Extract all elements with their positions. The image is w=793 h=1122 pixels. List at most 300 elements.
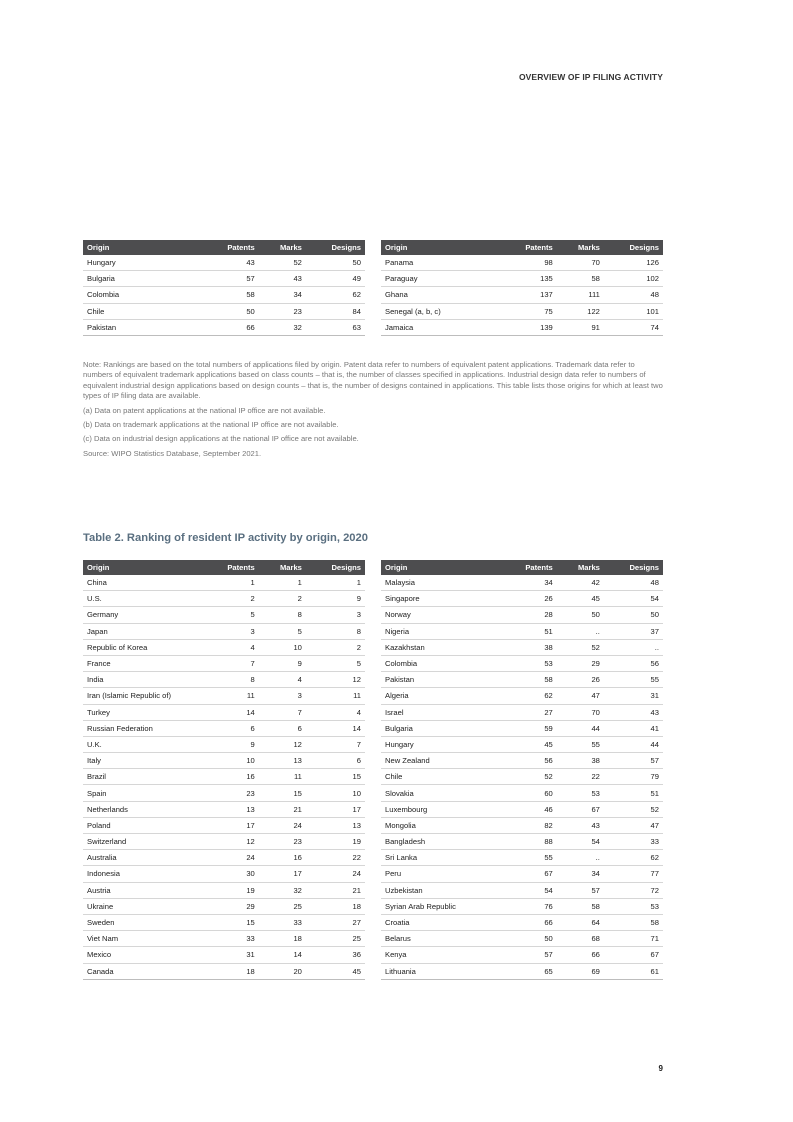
designs-cell: 43 (604, 704, 663, 720)
designs-cell: 36 (306, 947, 365, 963)
designs-cell: 3 (306, 607, 365, 623)
patents-cell: 5 (203, 607, 259, 623)
origin-cell: Bangladesh (381, 834, 501, 850)
patents-cell: 88 (501, 834, 557, 850)
origin-cell: U.S. (83, 591, 203, 607)
table-row (83, 947, 365, 963)
origin-cell: Israel (381, 704, 501, 720)
table1-right (381, 240, 663, 336)
table-row (381, 898, 663, 914)
designs-cell: 37 (604, 623, 663, 639)
designs-cell: 41 (604, 720, 663, 736)
origin-cell: Croatia (381, 914, 501, 930)
patents-cell: 67 (501, 866, 557, 882)
marks-cell: 122 (557, 303, 604, 319)
table-row (381, 866, 663, 882)
designs-cell: 61 (604, 963, 663, 979)
origin-cell: Colombia (83, 287, 203, 303)
designs-cell: 2 (306, 639, 365, 655)
note-c: (c) Data on industrial design applications at the national IP office are not available. (83, 434, 359, 444)
designs-cell: 7 (306, 736, 365, 752)
marks-cell: 18 (259, 931, 306, 947)
marks-cell: 6 (259, 720, 306, 736)
origin-cell: Sweden (83, 914, 203, 930)
table-row (381, 607, 663, 623)
designs-cell: 5 (306, 655, 365, 671)
patents-cell: 66 (501, 914, 557, 930)
patents-cell: 19 (203, 882, 259, 898)
origin-cell: Italy (83, 753, 203, 769)
patents-cell: 98 (501, 255, 557, 271)
table-row (381, 801, 663, 817)
marks-cell: 23 (259, 834, 306, 850)
patents-cell: 1 (203, 575, 259, 591)
note-source: Source: WIPO Statistics Database, September 2021. (83, 448, 262, 458)
column-header-origin: Origin (83, 240, 203, 255)
patents-cell: 3 (203, 623, 259, 639)
table-header-row (83, 560, 365, 575)
column-header-origin: Origin (381, 560, 501, 575)
marks-cell: 70 (557, 704, 604, 720)
marks-cell: 8 (259, 607, 306, 623)
patents-cell: 15 (203, 914, 259, 930)
origin-cell: Russian Federation (83, 720, 203, 736)
designs-cell: 57 (604, 753, 663, 769)
marks-cell: .. (557, 850, 604, 866)
marks-cell: 42 (557, 575, 604, 591)
origin-cell: Poland (83, 817, 203, 833)
patents-cell: 12 (203, 834, 259, 850)
patents-cell: 9 (203, 736, 259, 752)
table-row (83, 672, 365, 688)
table-row (381, 720, 663, 736)
origin-cell: Sri Lanka (381, 850, 501, 866)
marks-cell: 33 (259, 914, 306, 930)
designs-cell: 62 (306, 287, 365, 303)
patents-cell: 18 (203, 963, 259, 979)
patents-cell: 34 (501, 575, 557, 591)
column-header-designs: Designs (306, 560, 365, 575)
patents-cell: 57 (203, 271, 259, 287)
designs-cell: 71 (604, 931, 663, 947)
origin-cell: Germany (83, 607, 203, 623)
table-row (83, 898, 365, 914)
table-row (381, 319, 663, 335)
patents-cell: 13 (203, 801, 259, 817)
table-header-row (381, 240, 663, 255)
marks-cell: 29 (557, 655, 604, 671)
designs-cell: 55 (604, 672, 663, 688)
column-header-marks: Marks (557, 560, 604, 575)
patents-cell: 50 (501, 931, 557, 947)
table-row (83, 704, 365, 720)
origin-cell: Bulgaria (381, 720, 501, 736)
origin-cell: Lithuania (381, 963, 501, 979)
origin-cell: Panama (381, 255, 501, 271)
table2-right (381, 560, 663, 980)
patents-cell: 62 (501, 688, 557, 704)
origin-cell: Canada (83, 963, 203, 979)
column-header-patents: Patents (501, 240, 557, 255)
designs-cell: 51 (604, 785, 663, 801)
table-row (83, 575, 365, 591)
marks-cell: 15 (259, 785, 306, 801)
marks-cell: 23 (259, 303, 306, 319)
table-row (83, 720, 365, 736)
patents-cell: 46 (501, 801, 557, 817)
designs-cell: 56 (604, 655, 663, 671)
patents-cell: 56 (501, 753, 557, 769)
origin-cell: Australia (83, 850, 203, 866)
table-row (381, 271, 663, 287)
designs-cell: 21 (306, 882, 365, 898)
designs-cell: 9 (306, 591, 365, 607)
table-row (381, 850, 663, 866)
designs-cell: 15 (306, 769, 365, 785)
column-header-patents: Patents (203, 240, 259, 255)
marks-cell: 1 (259, 575, 306, 591)
patents-cell: 82 (501, 817, 557, 833)
designs-cell: 49 (306, 271, 365, 287)
patents-cell: 30 (203, 866, 259, 882)
origin-cell: Algeria (381, 688, 501, 704)
column-header-designs: Designs (604, 560, 663, 575)
patents-cell: 137 (501, 287, 557, 303)
designs-cell: 54 (604, 591, 663, 607)
origin-cell: Viet Nam (83, 931, 203, 947)
origin-cell: Bulgaria (83, 271, 203, 287)
marks-cell: 10 (259, 639, 306, 655)
origin-cell: Slovakia (381, 785, 501, 801)
marks-cell: 43 (259, 271, 306, 287)
origin-cell: Kazakhstan (381, 639, 501, 655)
section-header: OVERVIEW OF IP FILING ACTIVITY (518, 72, 663, 82)
patents-cell: 14 (203, 704, 259, 720)
designs-cell: 48 (604, 575, 663, 591)
table-row (381, 639, 663, 655)
table-row (83, 736, 365, 752)
designs-cell: 63 (306, 319, 365, 335)
table-notes (83, 360, 663, 463)
designs-cell: 8 (306, 623, 365, 639)
origin-cell: China (83, 575, 203, 591)
designs-cell: 33 (604, 834, 663, 850)
patents-cell: 11 (203, 688, 259, 704)
table-row (381, 255, 663, 271)
marks-cell: 68 (557, 931, 604, 947)
origin-cell: Japan (83, 623, 203, 639)
table-row (83, 963, 365, 979)
note-text: Note: Rankings are based on the total numbers of applications filed by origin. Patent data refer to numbers of equivalent patent applications. Trademark data refer to numbers of equivalent trademark applications based on class counts – that is, the number of classes specified in applications. Industrial design data refer to numbers of equivalent industrial design applications based on design counts – that is, the number of designs contained in applications. This table lists those origins for which at least two types of IP filing data are available. (83, 360, 663, 401)
origin-cell: Jamaica (381, 319, 501, 335)
table-row (381, 785, 663, 801)
designs-cell: 67 (604, 947, 663, 963)
marks-cell: 3 (259, 688, 306, 704)
table-row (83, 817, 365, 833)
table-row (83, 785, 365, 801)
origin-cell: Pakistan (381, 672, 501, 688)
table-row (83, 753, 365, 769)
patents-cell: 2 (203, 591, 259, 607)
origin-cell: Switzerland (83, 834, 203, 850)
designs-cell: 11 (306, 688, 365, 704)
marks-cell: .. (557, 623, 604, 639)
designs-cell: 12 (306, 672, 365, 688)
marks-cell: 4 (259, 672, 306, 688)
table-row (381, 303, 663, 319)
patents-cell: 27 (501, 704, 557, 720)
designs-cell: 48 (604, 287, 663, 303)
marks-cell: 20 (259, 963, 306, 979)
table2-left (83, 560, 365, 980)
marks-cell: 7 (259, 704, 306, 720)
marks-cell: 69 (557, 963, 604, 979)
patents-cell: 139 (501, 319, 557, 335)
marks-cell: 17 (259, 866, 306, 882)
note-b: (b) Data on trademark applications at the national IP office are not available. (83, 420, 339, 430)
marks-cell: 32 (259, 319, 306, 335)
table-header-row (83, 240, 365, 255)
patents-cell: 65 (501, 963, 557, 979)
patents-cell: 10 (203, 753, 259, 769)
marks-cell: 16 (259, 850, 306, 866)
designs-cell: 77 (604, 866, 663, 882)
patents-cell: 29 (203, 898, 259, 914)
table-row (381, 817, 663, 833)
column-header-marks: Marks (557, 240, 604, 255)
origin-cell: Netherlands (83, 801, 203, 817)
table-row (83, 287, 365, 303)
designs-cell: 101 (604, 303, 663, 319)
column-header-origin: Origin (83, 560, 203, 575)
designs-cell: 44 (604, 736, 663, 752)
marks-cell: 11 (259, 769, 306, 785)
table-row (83, 591, 365, 607)
patents-cell: 33 (203, 931, 259, 947)
marks-cell: 9 (259, 655, 306, 671)
table-row (83, 801, 365, 817)
patents-cell: 60 (501, 785, 557, 801)
origin-cell: Mexico (83, 947, 203, 963)
table-row (83, 866, 365, 882)
patents-cell: 17 (203, 817, 259, 833)
column-header-patents: Patents (501, 560, 557, 575)
origin-cell: Pakistan (83, 319, 203, 335)
designs-cell: 62 (604, 850, 663, 866)
patents-cell: 43 (203, 255, 259, 271)
table-row (381, 963, 663, 979)
marks-cell: 47 (557, 688, 604, 704)
marks-cell: 70 (557, 255, 604, 271)
marks-cell: 24 (259, 817, 306, 833)
designs-cell: 72 (604, 882, 663, 898)
designs-cell: 24 (306, 866, 365, 882)
marks-cell: 64 (557, 914, 604, 930)
origin-cell: Chile (381, 769, 501, 785)
table-row (83, 914, 365, 930)
origin-cell: Hungary (381, 736, 501, 752)
origin-cell: Singapore (381, 591, 501, 607)
patents-cell: 31 (203, 947, 259, 963)
origin-cell: Luxembourg (381, 801, 501, 817)
table-row (83, 623, 365, 639)
origin-cell: Nigeria (381, 623, 501, 639)
column-header-designs: Designs (604, 240, 663, 255)
table-row (381, 914, 663, 930)
marks-cell: 26 (557, 672, 604, 688)
marks-cell: 67 (557, 801, 604, 817)
origin-cell: U.K. (83, 736, 203, 752)
patents-cell: 58 (501, 672, 557, 688)
table-row (381, 947, 663, 963)
designs-cell: 27 (306, 914, 365, 930)
marks-cell: 44 (557, 720, 604, 736)
designs-cell: 47 (604, 817, 663, 833)
patents-cell: 76 (501, 898, 557, 914)
marks-cell: 66 (557, 947, 604, 963)
table-row (381, 672, 663, 688)
table-row (381, 575, 663, 591)
patents-cell: 45 (501, 736, 557, 752)
designs-cell: 4 (306, 704, 365, 720)
table-row (83, 850, 365, 866)
designs-cell: 25 (306, 931, 365, 947)
patents-cell: 66 (203, 319, 259, 335)
patents-cell: 58 (203, 287, 259, 303)
marks-cell: 45 (557, 591, 604, 607)
designs-cell: 50 (306, 255, 365, 271)
origin-cell: France (83, 655, 203, 671)
origin-cell: Belarus (381, 931, 501, 947)
designs-cell: 52 (604, 801, 663, 817)
marks-cell: 2 (259, 591, 306, 607)
marks-cell: 5 (259, 623, 306, 639)
table2-title: Table 2. Ranking of resident IP activity by origin, 2020 (83, 532, 368, 544)
patents-cell: 16 (203, 769, 259, 785)
table-row (83, 769, 365, 785)
note-a: (a) Data on patent applications at the national IP office are not available. (83, 405, 326, 415)
origin-cell: Turkey (83, 704, 203, 720)
designs-cell: 126 (604, 255, 663, 271)
designs-cell: 31 (604, 688, 663, 704)
table-row (83, 607, 365, 623)
patents-cell: 38 (501, 639, 557, 655)
origin-cell: Indonesia (83, 866, 203, 882)
table-row (381, 704, 663, 720)
patents-cell: 75 (501, 303, 557, 319)
table-row (83, 639, 365, 655)
origin-cell: Ghana (381, 287, 501, 303)
patents-cell: 59 (501, 720, 557, 736)
origin-cell: Hungary (83, 255, 203, 271)
designs-cell: 13 (306, 817, 365, 833)
origin-cell: Austria (83, 882, 203, 898)
table-row (83, 303, 365, 319)
designs-cell: 10 (306, 785, 365, 801)
patents-cell: 135 (501, 271, 557, 287)
designs-cell: 53 (604, 898, 663, 914)
designs-cell: 19 (306, 834, 365, 850)
column-header-marks: Marks (259, 240, 306, 255)
table-row (381, 736, 663, 752)
table-row (83, 688, 365, 704)
marks-cell: 21 (259, 801, 306, 817)
table-row (381, 834, 663, 850)
table1-left (83, 240, 365, 336)
table-row (83, 834, 365, 850)
origin-cell: India (83, 672, 203, 688)
origin-cell: Norway (381, 607, 501, 623)
table-row (381, 655, 663, 671)
patents-cell: 24 (203, 850, 259, 866)
patents-cell: 57 (501, 947, 557, 963)
marks-cell: 53 (557, 785, 604, 801)
marks-cell: 52 (557, 639, 604, 655)
designs-cell: 45 (306, 963, 365, 979)
table-row (381, 688, 663, 704)
origin-cell: Paraguay (381, 271, 501, 287)
table-header-row (381, 560, 663, 575)
table-row (381, 623, 663, 639)
marks-cell: 38 (557, 753, 604, 769)
origin-cell: Republic of Korea (83, 639, 203, 655)
origin-cell: Syrian Arab Republic (381, 898, 501, 914)
marks-cell: 13 (259, 753, 306, 769)
origin-cell: New Zealand (381, 753, 501, 769)
marks-cell: 43 (557, 817, 604, 833)
patents-cell: 4 (203, 639, 259, 655)
patents-cell: 28 (501, 607, 557, 623)
designs-cell: 50 (604, 607, 663, 623)
designs-cell: 22 (306, 850, 365, 866)
patents-cell: 8 (203, 672, 259, 688)
designs-cell: .. (604, 639, 663, 655)
marks-cell: 57 (557, 882, 604, 898)
origin-cell: Ukraine (83, 898, 203, 914)
designs-cell: 58 (604, 914, 663, 930)
marks-cell: 34 (557, 866, 604, 882)
designs-cell: 102 (604, 271, 663, 287)
designs-cell: 14 (306, 720, 365, 736)
origin-cell: Malaysia (381, 575, 501, 591)
origin-cell: Brazil (83, 769, 203, 785)
table-row (83, 882, 365, 898)
origin-cell: Peru (381, 866, 501, 882)
origin-cell: Chile (83, 303, 203, 319)
marks-cell: 54 (557, 834, 604, 850)
marks-cell: 12 (259, 736, 306, 752)
table-row (83, 255, 365, 271)
table-row (381, 753, 663, 769)
origin-cell: Colombia (381, 655, 501, 671)
designs-cell: 17 (306, 801, 365, 817)
marks-cell: 22 (557, 769, 604, 785)
origin-cell: Spain (83, 785, 203, 801)
marks-cell: 52 (259, 255, 306, 271)
origin-cell: Kenya (381, 947, 501, 963)
column-header-designs: Designs (306, 240, 365, 255)
patents-cell: 52 (501, 769, 557, 785)
table-row (381, 769, 663, 785)
page-number: 9 (658, 1064, 663, 1073)
patents-cell: 50 (203, 303, 259, 319)
marks-cell: 111 (557, 287, 604, 303)
marks-cell: 34 (259, 287, 306, 303)
designs-cell: 18 (306, 898, 365, 914)
table-row (83, 931, 365, 947)
marks-cell: 32 (259, 882, 306, 898)
table-row (83, 655, 365, 671)
